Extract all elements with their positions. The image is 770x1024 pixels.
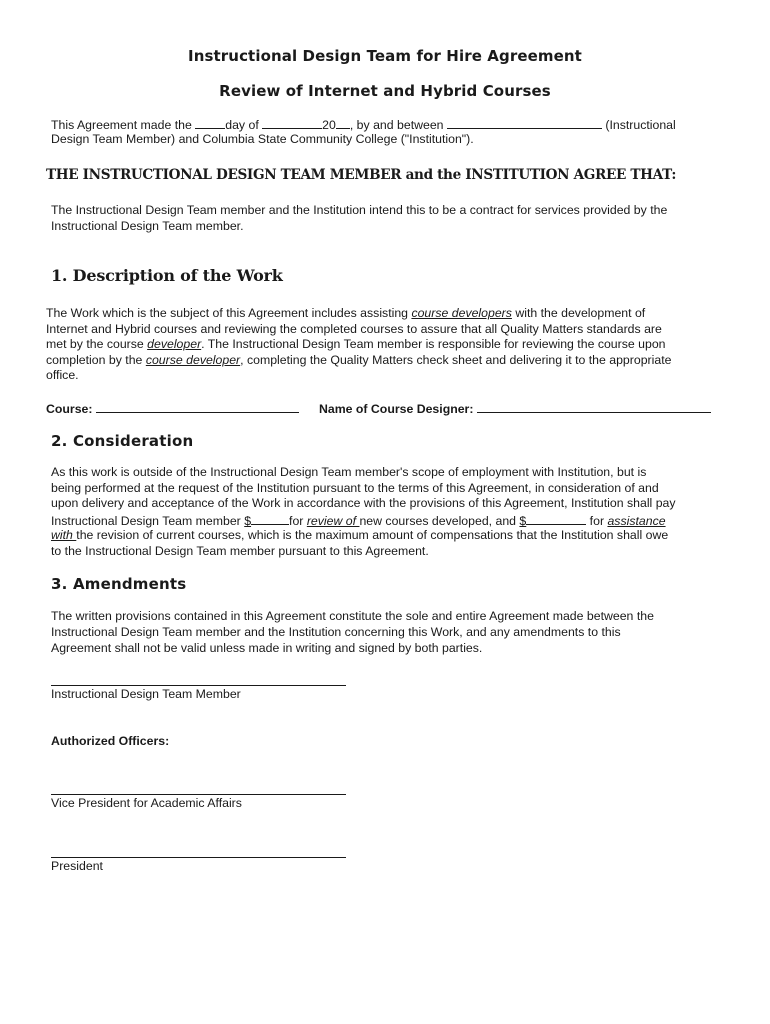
with-term: with — [51, 528, 77, 542]
agree-text-2: Instructional Design Team member. — [51, 219, 244, 233]
review-amount-blank[interactable] — [251, 512, 289, 525]
text: Instructional Design Team member — [51, 514, 245, 528]
section-1-line-5: office. — [46, 368, 79, 382]
text: met by the course — [46, 337, 148, 351]
month-blank[interactable] — [262, 116, 322, 129]
section-2-line-3: upon delivery and acceptance of the Work in accordance with the provisions of this Agreement, Institution shall pay — [51, 496, 676, 510]
year-blank[interactable] — [336, 116, 350, 129]
text: for — [586, 514, 608, 528]
course-developer-term: course developer — [145, 353, 241, 367]
course-blank[interactable] — [96, 400, 299, 413]
intro-line-2: Design Team Member) and Columbia State Community College ("Institution"). — [51, 132, 474, 146]
section-3-heading: 3. Amendments — [51, 575, 187, 593]
section-1-line-3 — [46, 337, 666, 353]
designer-blank[interactable] — [477, 400, 711, 413]
text: with the development of — [511, 306, 646, 320]
intro-text: 20 — [322, 118, 336, 132]
section-2-heading: 2. Consideration — [51, 432, 194, 450]
intro-text: , by and between — [349, 118, 447, 132]
course-label: Course: — [46, 402, 93, 416]
vp-signature-line[interactable] — [51, 794, 346, 795]
text: the revision of current courses, which is the maximum amount of compensations that the Institution shall owe — [76, 528, 669, 542]
assistance-amount-blank[interactable] — [526, 512, 586, 525]
agree-text-1: The Instructional Design Team member and the Institution intend this to be a contract for services provided by the — [51, 203, 668, 217]
section-3-line-1: The written provisions contained in this Agreement constitute the sole and entire Agreement made between the — [51, 609, 654, 623]
intro-text: This Agreement made the — [51, 118, 196, 132]
president-signature-label: President — [51, 859, 103, 873]
text: , completing the Quality Matters check sheet and delivering it to the appropriate — [240, 353, 672, 367]
text: completion by the — [46, 353, 146, 367]
review-of-term: review of — [306, 514, 360, 528]
section-2-line-6: to the Instructional Design Team member pursuant to this Agreement. — [51, 544, 429, 558]
vp-signature-label: Vice President for Academic Affairs — [51, 796, 242, 810]
section-2-line-2: being performed at the request of the Institution pursuant to the terms of this Agreement, in consideration of and — [51, 481, 659, 495]
document-title: Instructional Design Team for Hire Agreement — [188, 47, 582, 65]
section-2-line-5 — [51, 528, 668, 544]
section-1-line-2: Internet and Hybrid courses and reviewing the completed courses to assure that all Quality Matters standards are — [46, 322, 662, 336]
text: . The Instructional Design Team member is responsible for reviewing the course upon — [201, 337, 666, 351]
text: for — [289, 514, 307, 528]
section-1-line-4 — [46, 353, 671, 369]
section-1-line-1 — [46, 306, 645, 322]
document-subtitle: Review of Internet and Hybrid Courses — [219, 82, 551, 100]
agree-heading: THE INSTRUCTIONAL DESIGN TEAM MEMBER and the INSTITUTION AGREE THAT: — [46, 167, 677, 183]
president-signature-line[interactable] — [51, 857, 346, 858]
member-signature-label: Instructional Design Team Member — [51, 687, 241, 701]
member-name-blank[interactable] — [447, 116, 602, 129]
text: new courses developed, and — [359, 514, 520, 528]
course-field-row — [46, 400, 299, 418]
section-3-line-3: Agreement shall not be valid unless made in writing and signed by both parties. — [51, 641, 483, 655]
text: The Work which is the subject of this Agreement includes assisting — [46, 306, 412, 320]
dollar-sign: $ — [244, 514, 252, 528]
section-3-line-2: Instructional Design Team member and the Institution concerning this Work, and any amendments to this — [51, 625, 621, 639]
section-1-heading: 1. Description of the Work — [51, 266, 283, 285]
intro-text: (Instructional — [601, 118, 676, 132]
course-developers-term: course developers — [411, 306, 512, 320]
designer-field-row — [319, 400, 711, 418]
dollar-sign: $ — [519, 514, 527, 528]
assistance-term: assistance — [607, 514, 666, 528]
designer-label: Name of Course Designer: — [319, 402, 474, 416]
intro-line-1 — [51, 116, 676, 134]
section-2-line-1: As this work is outside of the Instructional Design Team member's scope of employment with Institution, but is — [51, 465, 647, 479]
authorized-officers-label: Authorized Officers: — [51, 734, 170, 748]
section-2-line-4 — [51, 512, 666, 530]
day-blank[interactable] — [195, 116, 225, 129]
member-signature-line[interactable] — [51, 685, 346, 686]
developer-term: developer — [147, 337, 202, 351]
intro-text: day of — [225, 118, 263, 132]
